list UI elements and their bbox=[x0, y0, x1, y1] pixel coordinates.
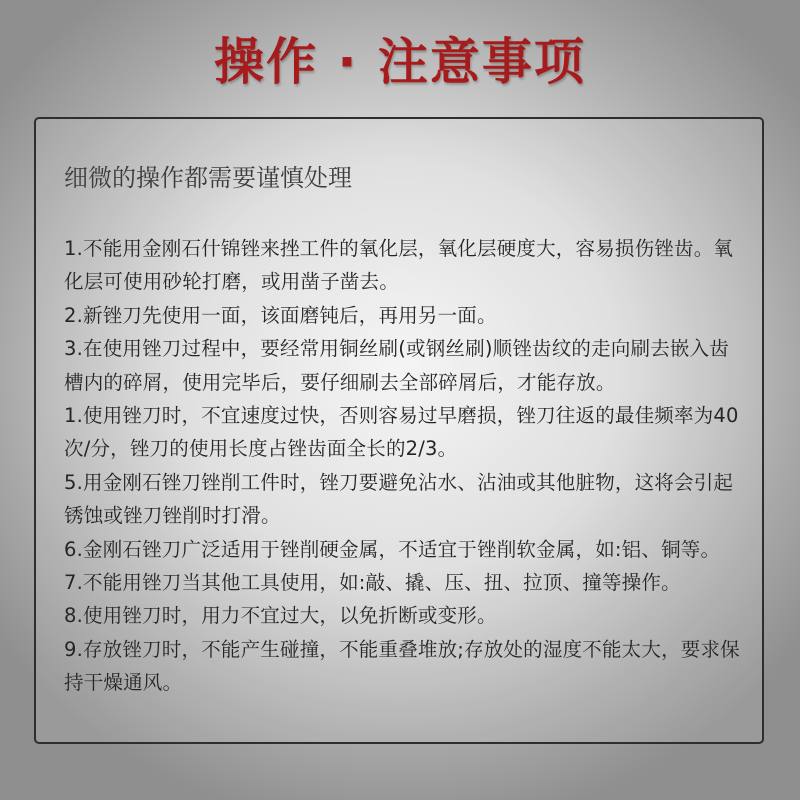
notice-item-1: 1.不能用金刚石什锦锉来挫工件的氧化层，氧化层硬度大，容易损伤锉齿。氧化层可使用砂轮打磨，或用凿子凿去。 bbox=[64, 237, 734, 294]
notice-item-7: 7.不能用锉刀当其他工具使用，如:敲、撬、压、扭、拉顶、撞等操作。 bbox=[64, 571, 681, 595]
notice-item-9: 9.存放锉刀时，不能产生碰撞，不能重叠堆放;存放处的湿度不能太大，要求保持干燥通风。 bbox=[64, 637, 740, 695]
notice-item-6: 6.金刚石锉刀广泛适用于锉削硬金属，不适宜于锉削软金属，如:铝、铜等。 bbox=[64, 537, 721, 561]
panel-heading: 细微的操作都需要谨慎处理 bbox=[64, 164, 352, 192]
notice-item-5: 5.用金刚石锉刀锉削工件时，锉刀要避免沾水、沾油或其他脏物，这将会引起锈蚀或锉刀锉削时打滑。 bbox=[64, 470, 734, 528]
notice-item-2: 2.新锉刀先使用一面，该面磨钝后，再用另一面。 bbox=[64, 303, 497, 327]
notice-item-3: 3.在使用锉刀过程中，要经常用铜丝刷(或钢丝刷)顺锉齿纹的走向刷去嵌入齿槽内的碎屑，使用完毕后，要仔细刷去全部碎屑后，才能存放。 bbox=[64, 337, 730, 394]
notice-panel bbox=[34, 117, 764, 744]
notice-item-8: 8.使用锉刀时，用力不宜过大，以免折断或变形。 bbox=[64, 604, 497, 628]
notice-item-4: 1.使用锉刀时，不宜速度过快，否则容易过早磨损，锉刀往返的最佳频率为40次/分，锉刀的使用长度占锉齿面全长的2/3。 bbox=[64, 404, 739, 461]
notice-list bbox=[64, 232, 744, 700]
page-title: 操作 · 注意事项 bbox=[214, 33, 586, 91]
